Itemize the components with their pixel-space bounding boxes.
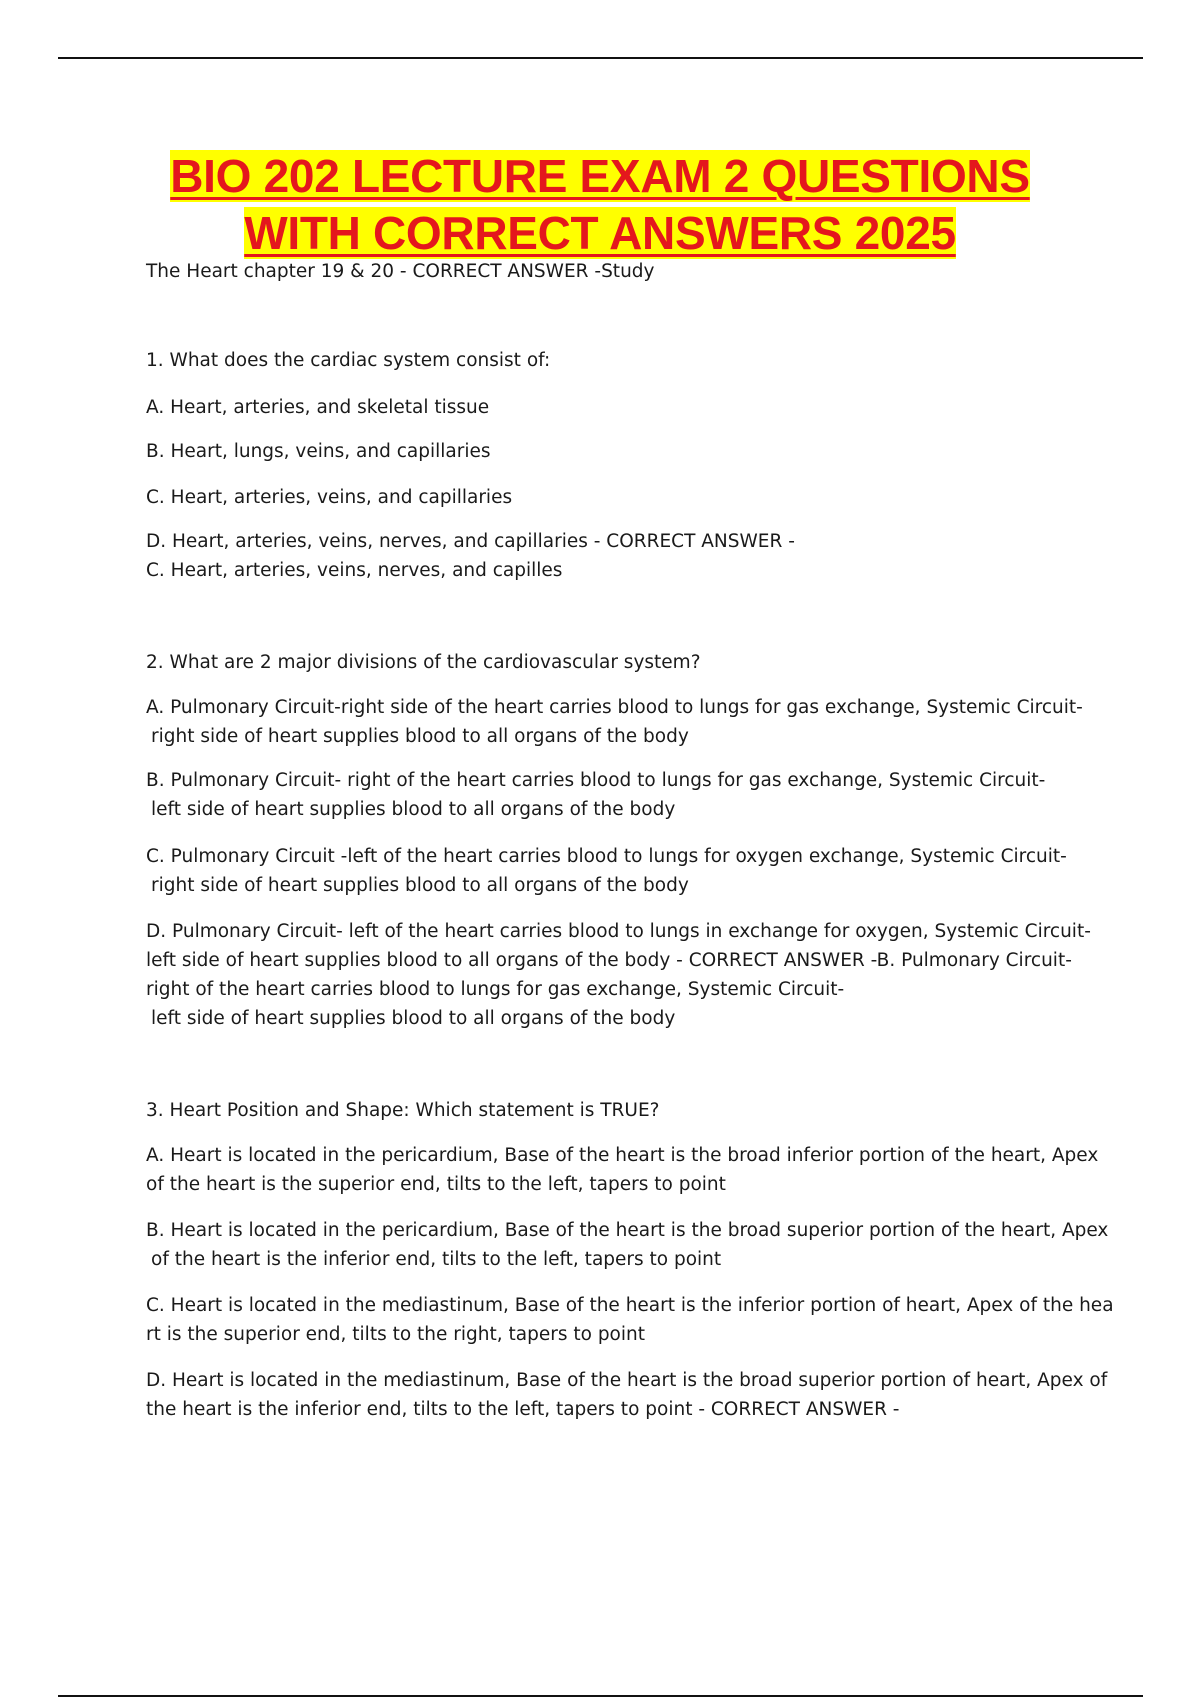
question-1-option-c <box>146 483 1096 512</box>
question-3-option-d <box>146 1366 1108 1424</box>
option-line: D. Heart is located in the mediastinum, Base of the heart is the broad superior portion of heart, Apex of <box>146 1370 1108 1391</box>
option-line: A. Pulmonary Circuit-right side of the heart carries blood to lungs for gas exchange, Systemic Circuit- <box>146 697 1083 718</box>
option-line: C. Pulmonary Circuit -left of the heart carries blood to lungs for oxygen exchange, Systemic Circuit- <box>146 846 1067 867</box>
question-2-option-b <box>146 766 1096 824</box>
question-3-option-b <box>146 1216 1109 1274</box>
option-line: of the heart is the superior end, tilts to the left, tapers to point <box>146 1174 726 1195</box>
option-line: left side of heart supplies blood to all organs of the body - CORRECT ANSWER -B. Pulmonary Circuit- <box>146 950 1072 971</box>
option-line: B. Heart, lungs, veins, and capillaries <box>146 441 491 462</box>
intro-line: The Heart chapter 19 & 20 - CORRECT ANSWER -Study <box>146 261 655 282</box>
option-line: B. Pulmonary Circuit- right of the heart carries blood to lungs for gas exchange, Systemic Circuit- <box>146 770 1046 791</box>
option-line: A. Heart is located in the pericardium, Base of the heart is the broad inferior portion of the heart, Apex <box>146 1145 1099 1166</box>
top-rule <box>58 57 1143 59</box>
option-line: B. Heart is located in the pericardium, Base of the heart is the broad superior portion of the heart, Apex <box>146 1220 1109 1241</box>
option-line: the heart is the inferior end, tilts to the left, tapers to point - CORRECT ANSWER - <box>146 1399 900 1420</box>
option-line: left side of heart supplies blood to all organs of the body <box>151 1008 676 1029</box>
question-1-prompt: 1. What does the cardiac system consist of: <box>146 350 551 371</box>
option-line: C. Heart, arteries, veins, and capillaries <box>146 487 513 508</box>
question-2-option-d <box>146 917 1096 1033</box>
option-line: right side of heart supplies blood to all organs of the body <box>151 726 689 747</box>
option-line: of the heart is the inferior end, tilts to the left, tapers to point <box>151 1249 722 1270</box>
option-line: right side of heart supplies blood to all organs of the body <box>151 875 689 896</box>
option-line: rt is the superior end, tilts to the right, tapers to point <box>146 1324 645 1345</box>
question-1-option-d <box>146 527 1096 585</box>
question-1-option-a <box>146 393 1096 422</box>
option-line: A. Heart, arteries, and skeletal tissue <box>146 397 490 418</box>
option-line: left side of heart supplies blood to all organs of the body <box>151 799 676 820</box>
option-line: D. Pulmonary Circuit- left of the heart carries blood to lungs in exchange for oxygen, Systemic Circuit- <box>146 921 1091 942</box>
title-line-1: BIO 202 LECTURE EXAM 2 QUESTIONS <box>170 150 1030 202</box>
question-3-option-c <box>146 1291 1114 1349</box>
question-3-option-a <box>146 1141 1099 1199</box>
question-2-prompt: 2. What are 2 major divisions of the cardiovascular system? <box>146 652 701 673</box>
option-line: right of the heart carries blood to lungs for gas exchange, Systemic Circuit- <box>146 979 845 1000</box>
bottom-rule <box>58 1695 1143 1697</box>
title-line-2: WITH CORRECT ANSWERS 2025 <box>244 207 956 259</box>
option-line: C. Heart is located in the mediastinum, Base of the heart is the inferior portion of heart, Apex of the hea <box>146 1295 1114 1316</box>
question-2-option-a <box>146 693 1096 751</box>
option-line: D. Heart, arteries, veins, nerves, and capillaries - CORRECT ANSWER - <box>146 531 795 552</box>
question-3-prompt: 3. Heart Position and Shape: Which statement is TRUE? <box>146 1100 660 1121</box>
question-2-option-c <box>146 842 1096 900</box>
document-title <box>60 148 1140 262</box>
option-line: C. Heart, arteries, veins, nerves, and capilles <box>146 560 563 581</box>
question-1-option-b <box>146 437 1096 466</box>
